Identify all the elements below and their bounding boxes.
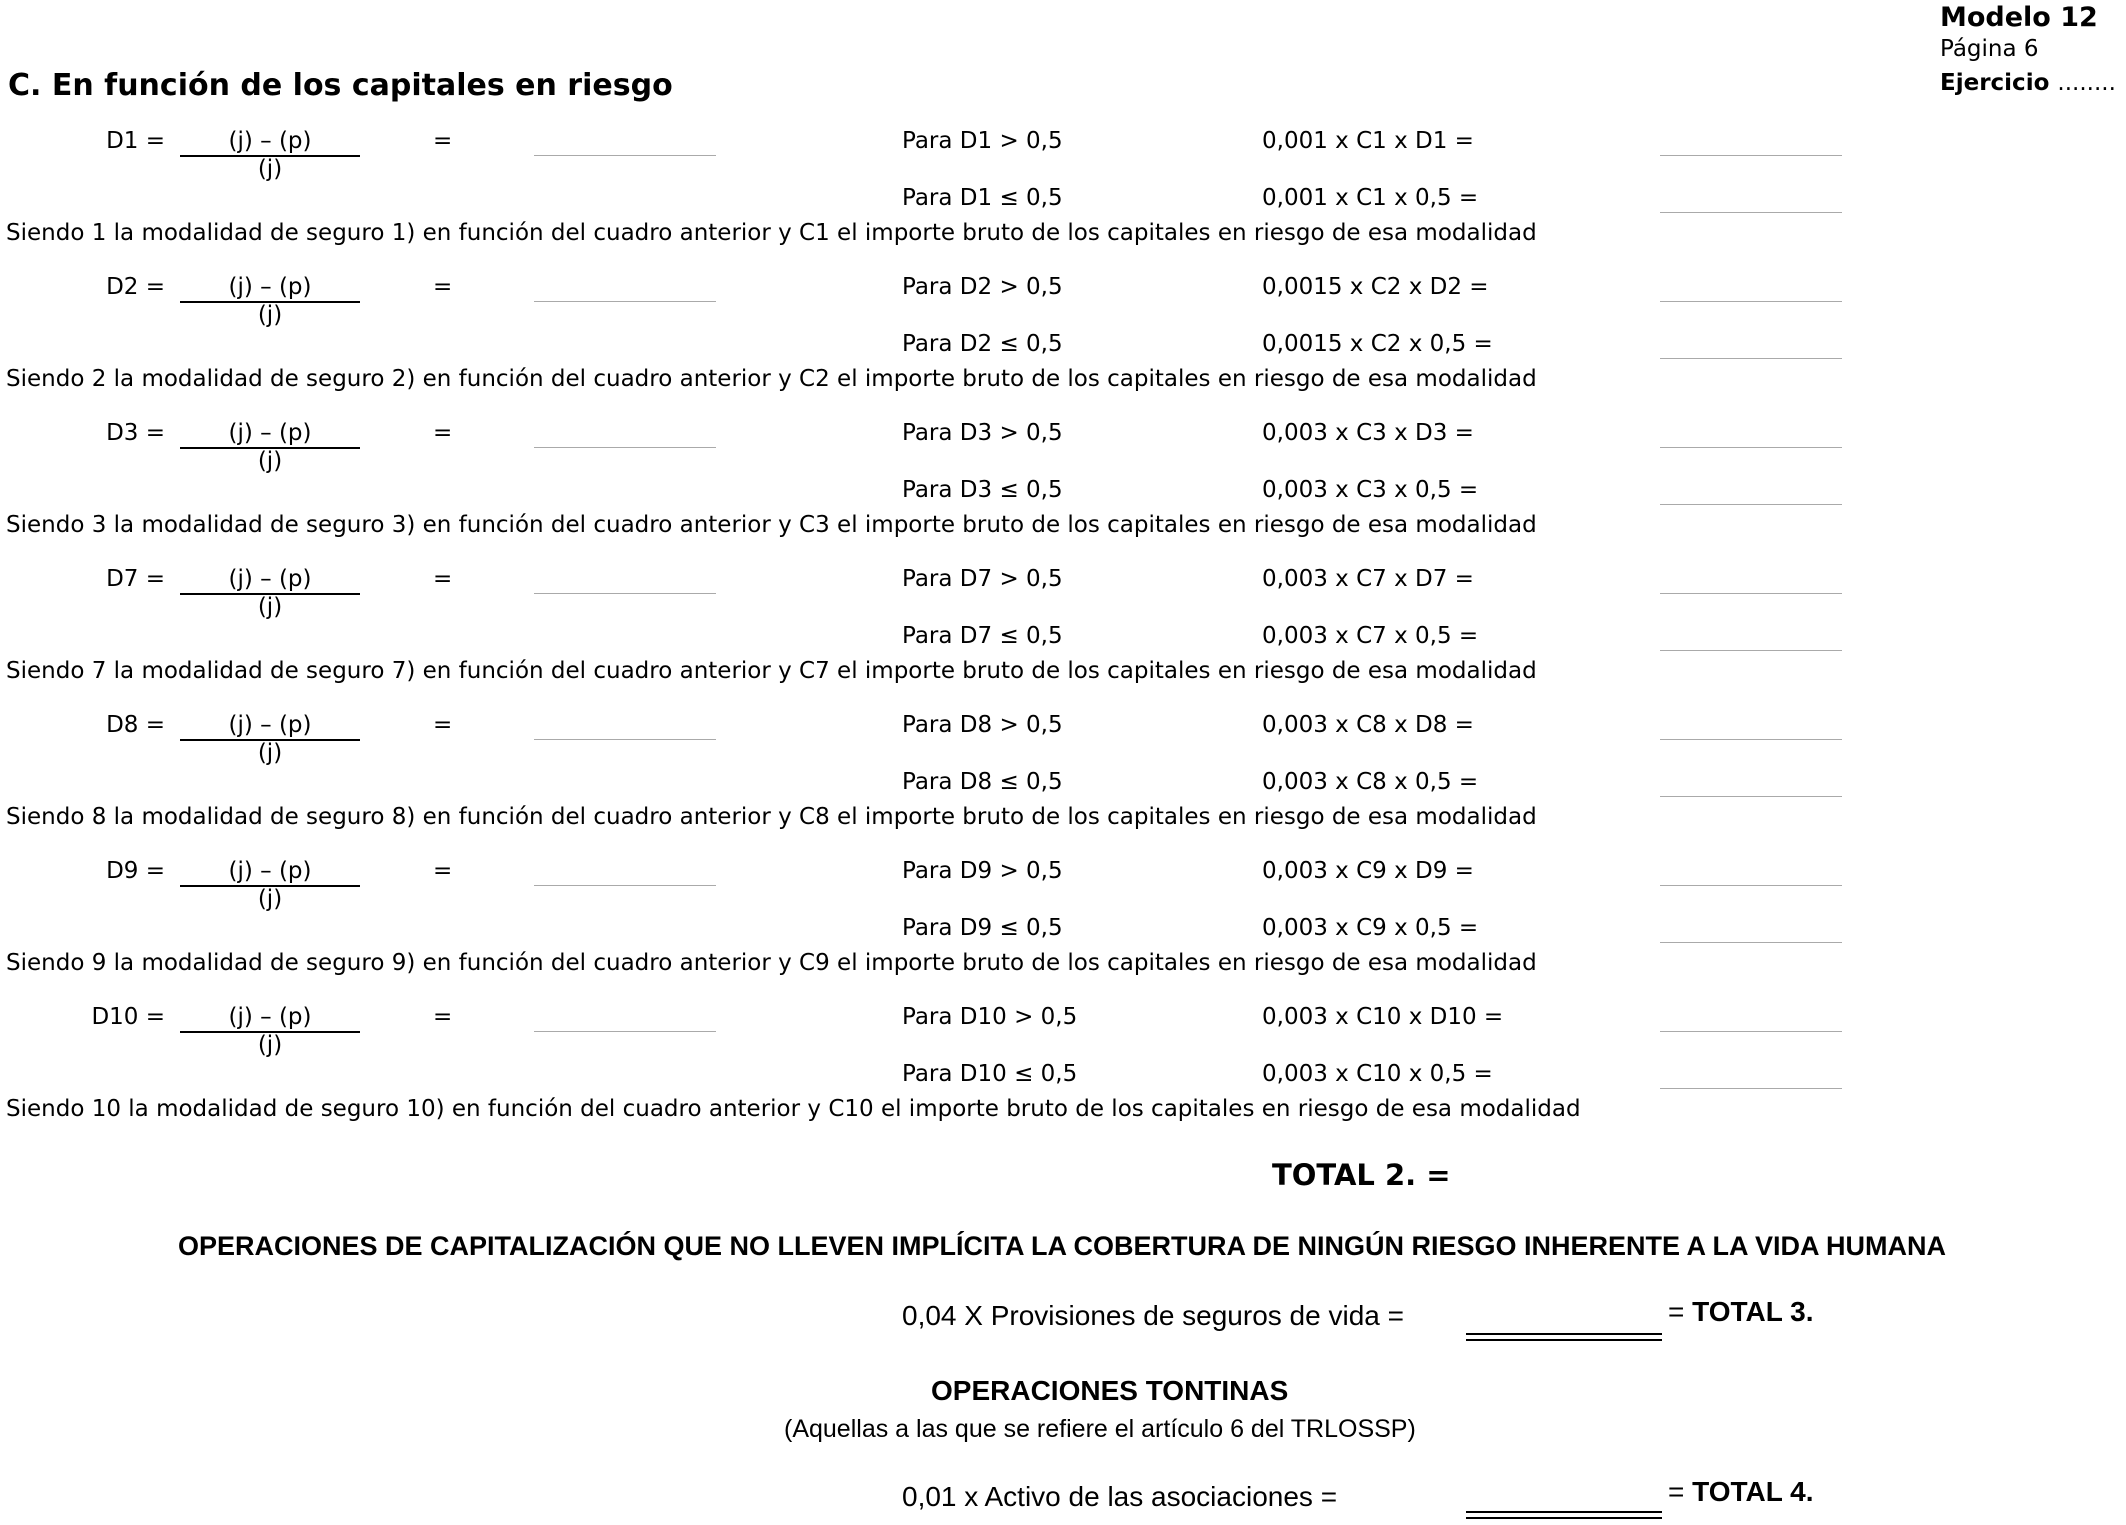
result-greater-field[interactable] xyxy=(1660,301,1842,302)
equals-sign: = xyxy=(433,566,453,592)
ratio-numerator: (j) – (p) xyxy=(180,712,360,741)
formula-less-equal: 0,003 x C8 x 0,5 = xyxy=(1262,769,1479,795)
ratio-value-field[interactable] xyxy=(534,593,716,594)
equals-sign: = xyxy=(433,1004,453,1030)
result-less-equal-field[interactable] xyxy=(1660,942,1842,943)
formula-greater: 0,003 x C3 x D3 = xyxy=(1262,420,1474,446)
formula-block xyxy=(0,1004,2126,1150)
equals-sign: = xyxy=(433,420,453,446)
formula-greater: 0,003 x C9 x D9 = xyxy=(1262,858,1474,884)
result-greater-field[interactable] xyxy=(1660,593,1842,594)
ratio-value-field[interactable] xyxy=(534,739,716,740)
formula-less-equal: 0,0015 x C2 x 0,5 = xyxy=(1262,331,1493,357)
ratio-denominator: (j) xyxy=(257,594,283,620)
ejercicio-label: Ejercicio ........ xyxy=(1940,70,2116,96)
total-4-field[interactable] xyxy=(1466,1511,1662,1519)
condition-greater: Para D1 > 0,5 xyxy=(902,128,1063,154)
modality-note: Siendo 1 la modalidad de seguro 1) en función del cuadro anterior y C1 el importe bruto de los capitales en riesgo de esa modalidad xyxy=(6,220,1537,246)
total-3-label: = TOTAL 3. xyxy=(1668,1296,1814,1327)
condition-greater: Para D8 > 0,5 xyxy=(902,712,1063,738)
ratio-label: D10 = xyxy=(91,1004,165,1030)
ratio-value-field[interactable] xyxy=(534,885,716,886)
formula-less-equal: 0,003 x C9 x 0,5 = xyxy=(1262,915,1479,941)
ratio-value-field[interactable] xyxy=(534,1031,716,1032)
capitalization-formula: 0,04 X Provisiones de seguros de vida = xyxy=(902,1300,1404,1331)
formula-greater: 0,003 x C10 x D10 = xyxy=(1262,1004,1504,1030)
ratio-numerator: (j) – (p) xyxy=(180,1004,360,1033)
tontinas-subtitle: (Aquellas a las que se refiere el artículo 6 del TRLOSSP) xyxy=(784,1415,1416,1443)
formula-greater: 0,001 x C1 x D1 = xyxy=(1262,128,1474,154)
capitalization-title: OPERACIONES DE CAPITALIZACIÓN QUE NO LLEVEN IMPLÍCITA LA COBERTURA DE NINGÚN RIESGO INHERENTE A LA VIDA HUMANA xyxy=(178,1231,1947,1261)
ratio-numerator: (j) – (p) xyxy=(180,274,360,303)
ratio-numerator: (j) – (p) xyxy=(180,858,360,887)
modality-note: Siendo 2 la modalidad de seguro 2) en función del cuadro anterior y C2 el importe bruto de los capitales en riesgo de esa modalidad xyxy=(6,366,1537,392)
condition-greater: Para D3 > 0,5 xyxy=(902,420,1063,446)
modality-note: Siendo 8 la modalidad de seguro 8) en función del cuadro anterior y C8 el importe bruto de los capitales en riesgo de esa modalidad xyxy=(6,804,1537,830)
equals-sign: = xyxy=(433,274,453,300)
modality-note: Siendo 10 la modalidad de seguro 10) en función del cuadro anterior y C10 el importe bruto de los capitales en riesgo de esa modalidad xyxy=(6,1096,1581,1122)
condition-less-equal: Para D2 ≤ 0,5 xyxy=(902,331,1063,357)
equals-sign: = xyxy=(433,712,453,738)
formula-less-equal: 0,003 x C3 x 0,5 = xyxy=(1262,477,1479,503)
ratio-numerator: (j) – (p) xyxy=(180,420,360,449)
result-greater-field[interactable] xyxy=(1660,739,1842,740)
ratio-label: D9 = xyxy=(106,858,165,884)
result-greater-field[interactable] xyxy=(1660,447,1842,448)
ratio-numerator: (j) – (p) xyxy=(180,128,360,157)
ratio-denominator: (j) xyxy=(257,740,283,766)
ratio-value-field[interactable] xyxy=(534,301,716,302)
result-less-equal-field[interactable] xyxy=(1660,650,1842,651)
total-4-label: = TOTAL 4. xyxy=(1668,1476,1814,1507)
ratio-label: D3 = xyxy=(106,420,165,446)
modality-note: Siendo 9 la modalidad de seguro 9) en función del cuadro anterior y C9 el importe bruto de los capitales en riesgo de esa modalidad xyxy=(6,950,1537,976)
formula-less-equal: 0,003 x C7 x 0,5 = xyxy=(1262,623,1479,649)
result-less-equal-field[interactable] xyxy=(1660,358,1842,359)
ratio-label: D7 = xyxy=(106,566,165,592)
ratio-denominator: (j) xyxy=(257,886,283,912)
condition-greater: Para D2 > 0,5 xyxy=(902,274,1063,300)
ratio-label: D1 = xyxy=(106,128,165,154)
condition-less-equal: Para D1 ≤ 0,5 xyxy=(902,185,1063,211)
result-less-equal-field[interactable] xyxy=(1660,796,1842,797)
result-less-equal-field[interactable] xyxy=(1660,504,1842,505)
equals-sign: = xyxy=(433,128,453,154)
result-less-equal-field[interactable] xyxy=(1660,1088,1842,1089)
formula-greater: 0,003 x C7 x D7 = xyxy=(1262,566,1474,592)
condition-less-equal: Para D10 ≤ 0,5 xyxy=(902,1061,1078,1087)
formula-block xyxy=(0,712,2126,858)
ratio-label: D8 = xyxy=(106,712,165,738)
formula-block xyxy=(0,858,2126,1004)
modality-note: Siendo 3 la modalidad de seguro 3) en función del cuadro anterior y C3 el importe bruto de los capitales en riesgo de esa modalidad xyxy=(6,512,1537,538)
formula-less-equal: 0,001 x C1 x 0,5 = xyxy=(1262,185,1479,211)
ratio-label: D2 = xyxy=(106,274,165,300)
section-title: C. En función de los capitales en riesgo xyxy=(8,68,673,103)
model-number: Modelo 12 xyxy=(1940,2,2098,33)
condition-greater: Para D10 > 0,5 xyxy=(902,1004,1078,1030)
total-3-field[interactable] xyxy=(1466,1333,1662,1341)
tontinas-formula: 0,01 x Activo de las asociaciones = xyxy=(902,1481,1338,1512)
formula-block xyxy=(0,420,2126,566)
formula-block xyxy=(0,274,2126,420)
formula-less-equal: 0,003 x C10 x 0,5 = xyxy=(1262,1061,1493,1087)
result-greater-field[interactable] xyxy=(1660,155,1842,156)
condition-greater: Para D7 > 0,5 xyxy=(902,566,1063,592)
ratio-denominator: (j) xyxy=(257,1032,283,1058)
equals-sign: = xyxy=(433,858,453,884)
ratio-value-field[interactable] xyxy=(534,447,716,448)
formula-block xyxy=(0,128,2126,274)
page-number: Página 6 xyxy=(1940,36,2039,62)
condition-less-equal: Para D3 ≤ 0,5 xyxy=(902,477,1063,503)
formula-block xyxy=(0,566,2126,712)
ratio-denominator: (j) xyxy=(257,302,283,328)
tontinas-title: OPERACIONES TONTINAS xyxy=(931,1375,1289,1406)
result-greater-field[interactable] xyxy=(1660,1031,1842,1032)
result-greater-field[interactable] xyxy=(1660,885,1842,886)
condition-less-equal: Para D7 ≤ 0,5 xyxy=(902,623,1063,649)
formula-greater: 0,0015 x C2 x D2 = xyxy=(1262,274,1489,300)
formula-greater: 0,003 x C8 x D8 = xyxy=(1262,712,1474,738)
result-less-equal-field[interactable] xyxy=(1660,212,1842,213)
ratio-numerator: (j) – (p) xyxy=(180,566,360,595)
condition-greater: Para D9 > 0,5 xyxy=(902,858,1063,884)
ratio-denominator: (j) xyxy=(257,156,283,182)
total-2-label: TOTAL 2. = xyxy=(1272,1158,1451,1192)
condition-less-equal: Para D8 ≤ 0,5 xyxy=(902,769,1063,795)
modality-note: Siendo 7 la modalidad de seguro 7) en función del cuadro anterior y C7 el importe bruto de los capitales en riesgo de esa modalidad xyxy=(6,658,1537,684)
ratio-denominator: (j) xyxy=(257,448,283,474)
condition-less-equal: Para D9 ≤ 0,5 xyxy=(902,915,1063,941)
ratio-value-field[interactable] xyxy=(534,155,716,156)
